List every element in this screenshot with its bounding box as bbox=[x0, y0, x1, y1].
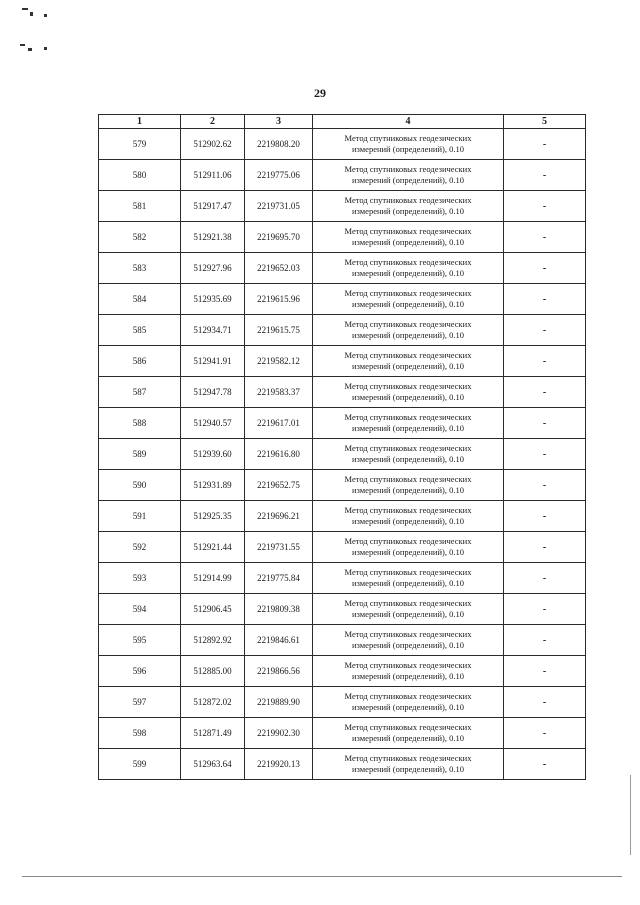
method-line: измерений (определений), 0.10 bbox=[352, 609, 464, 619]
column-header: 4 bbox=[313, 115, 504, 129]
method-line: Метод спутниковых геодезических bbox=[344, 226, 472, 236]
note-cell: - bbox=[504, 470, 586, 501]
coordinates-table bbox=[98, 114, 586, 780]
point-number-cell: 594 bbox=[99, 594, 181, 625]
method-line: Метод спутниковых геодезических bbox=[344, 722, 472, 732]
method-cell bbox=[313, 160, 504, 191]
table-row bbox=[99, 408, 586, 439]
note-cell: - bbox=[504, 687, 586, 718]
point-number-cell: 592 bbox=[99, 532, 181, 563]
table-row bbox=[99, 129, 586, 160]
method-line: измерений (определений), 0.10 bbox=[352, 237, 464, 247]
method-cell bbox=[313, 749, 504, 780]
table-row bbox=[99, 656, 586, 687]
y-coordinate-cell: 2219846.61 bbox=[245, 625, 313, 656]
note-cell: - bbox=[504, 439, 586, 470]
method-line: Метод спутниковых геодезических bbox=[344, 536, 472, 546]
table-row bbox=[99, 346, 586, 377]
method-line: измерений (определений), 0.10 bbox=[352, 733, 464, 743]
point-number-cell: 598 bbox=[99, 718, 181, 749]
method-cell bbox=[313, 687, 504, 718]
x-coordinate-cell: 512906.45 bbox=[181, 594, 245, 625]
method-line: Метод спутниковых геодезических bbox=[344, 691, 472, 701]
x-coordinate-cell: 512872.02 bbox=[181, 687, 245, 718]
x-coordinate-cell: 512947.78 bbox=[181, 377, 245, 408]
y-coordinate-cell: 2219652.75 bbox=[245, 470, 313, 501]
y-coordinate-cell: 2219583.37 bbox=[245, 377, 313, 408]
method-line: Метод спутниковых геодезических bbox=[344, 164, 472, 174]
method-cell bbox=[313, 439, 504, 470]
method-cell bbox=[313, 129, 504, 160]
method-line: измерений (определений), 0.10 bbox=[352, 764, 464, 774]
method-line: измерений (определений), 0.10 bbox=[352, 330, 464, 340]
table-row bbox=[99, 191, 586, 222]
y-coordinate-cell: 2219582.12 bbox=[245, 346, 313, 377]
column-header: 5 bbox=[504, 115, 586, 129]
method-cell bbox=[313, 470, 504, 501]
x-coordinate-cell: 512941.91 bbox=[181, 346, 245, 377]
y-coordinate-cell: 2219889.90 bbox=[245, 687, 313, 718]
table-row bbox=[99, 718, 586, 749]
method-cell bbox=[313, 191, 504, 222]
method-line: измерений (определений), 0.10 bbox=[352, 268, 464, 278]
method-line: измерений (определений), 0.10 bbox=[352, 454, 464, 464]
table-row bbox=[99, 594, 586, 625]
method-line: Метод спутниковых геодезических bbox=[344, 443, 472, 453]
method-line: Метод спутниковых геодезических bbox=[344, 381, 472, 391]
point-number-cell: 582 bbox=[99, 222, 181, 253]
x-coordinate-cell: 512914.99 bbox=[181, 563, 245, 594]
method-line: Метод спутниковых геодезических bbox=[344, 505, 472, 515]
y-coordinate-cell: 2219695.70 bbox=[245, 222, 313, 253]
method-line: измерений (определений), 0.10 bbox=[352, 702, 464, 712]
point-number-cell: 595 bbox=[99, 625, 181, 656]
point-number-cell: 587 bbox=[99, 377, 181, 408]
note-cell: - bbox=[504, 749, 586, 780]
y-coordinate-cell: 2219696.21 bbox=[245, 501, 313, 532]
column-header: 2 bbox=[181, 115, 245, 129]
method-line: измерений (определений), 0.10 bbox=[352, 640, 464, 650]
column-header: 3 bbox=[245, 115, 313, 129]
x-coordinate-cell: 512940.57 bbox=[181, 408, 245, 439]
x-coordinate-cell: 512921.44 bbox=[181, 532, 245, 563]
method-line: Метод спутниковых геодезических bbox=[344, 319, 472, 329]
point-number-cell: 586 bbox=[99, 346, 181, 377]
method-line: измерений (определений), 0.10 bbox=[352, 299, 464, 309]
y-coordinate-cell: 2219615.96 bbox=[245, 284, 313, 315]
y-coordinate-cell: 2219902.30 bbox=[245, 718, 313, 749]
note-cell: - bbox=[504, 129, 586, 160]
method-cell bbox=[313, 284, 504, 315]
method-line: Метод спутниковых геодезических bbox=[344, 660, 472, 670]
method-line: Метод спутниковых геодезических bbox=[344, 412, 472, 422]
note-cell: - bbox=[504, 501, 586, 532]
note-cell: - bbox=[504, 284, 586, 315]
method-cell bbox=[313, 253, 504, 284]
method-line: измерений (определений), 0.10 bbox=[352, 423, 464, 433]
x-coordinate-cell: 512963.64 bbox=[181, 749, 245, 780]
method-line: измерений (определений), 0.10 bbox=[352, 175, 464, 185]
method-cell bbox=[313, 346, 504, 377]
note-cell: - bbox=[504, 594, 586, 625]
method-line: измерений (определений), 0.10 bbox=[352, 578, 464, 588]
method-line: измерений (определений), 0.10 bbox=[352, 206, 464, 216]
point-number-cell: 580 bbox=[99, 160, 181, 191]
table-row bbox=[99, 625, 586, 656]
y-coordinate-cell: 2219616.80 bbox=[245, 439, 313, 470]
point-number-cell: 581 bbox=[99, 191, 181, 222]
x-coordinate-cell: 512871.49 bbox=[181, 718, 245, 749]
point-number-cell: 593 bbox=[99, 563, 181, 594]
note-cell: - bbox=[504, 625, 586, 656]
note-cell: - bbox=[504, 656, 586, 687]
method-cell bbox=[313, 656, 504, 687]
table-row bbox=[99, 315, 586, 346]
table-row bbox=[99, 253, 586, 284]
x-coordinate-cell: 512892.92 bbox=[181, 625, 245, 656]
y-coordinate-cell: 2219617.01 bbox=[245, 408, 313, 439]
x-coordinate-cell: 512931.89 bbox=[181, 470, 245, 501]
x-coordinate-cell: 512902.62 bbox=[181, 129, 245, 160]
note-cell: - bbox=[504, 718, 586, 749]
method-cell bbox=[313, 594, 504, 625]
x-coordinate-cell: 512921.38 bbox=[181, 222, 245, 253]
method-line: измерений (определений), 0.10 bbox=[352, 485, 464, 495]
method-cell bbox=[313, 625, 504, 656]
x-coordinate-cell: 512911.06 bbox=[181, 160, 245, 191]
x-coordinate-cell: 512885.00 bbox=[181, 656, 245, 687]
method-line: Метод спутниковых геодезических bbox=[344, 195, 472, 205]
note-cell: - bbox=[504, 346, 586, 377]
table-body bbox=[99, 129, 586, 780]
point-number-cell: 585 bbox=[99, 315, 181, 346]
y-coordinate-cell: 2219808.20 bbox=[245, 129, 313, 160]
point-number-cell: 579 bbox=[99, 129, 181, 160]
x-coordinate-cell: 512927.96 bbox=[181, 253, 245, 284]
method-cell bbox=[313, 501, 504, 532]
note-cell: - bbox=[504, 222, 586, 253]
table-row bbox=[99, 160, 586, 191]
x-coordinate-cell: 512939.60 bbox=[181, 439, 245, 470]
point-number-cell: 599 bbox=[99, 749, 181, 780]
method-cell bbox=[313, 315, 504, 346]
method-line: Метод спутниковых геодезических bbox=[344, 288, 472, 298]
method-line: измерений (определений), 0.10 bbox=[352, 671, 464, 681]
x-coordinate-cell: 512917.47 bbox=[181, 191, 245, 222]
method-cell bbox=[313, 377, 504, 408]
y-coordinate-cell: 2219866.56 bbox=[245, 656, 313, 687]
note-cell: - bbox=[504, 532, 586, 563]
method-line: измерений (определений), 0.10 bbox=[352, 392, 464, 402]
table-header-row bbox=[99, 115, 586, 129]
x-coordinate-cell: 512934.71 bbox=[181, 315, 245, 346]
column-header: 1 bbox=[99, 115, 181, 129]
x-coordinate-cell: 512925.35 bbox=[181, 501, 245, 532]
point-number-cell: 584 bbox=[99, 284, 181, 315]
scan-edge-line bbox=[630, 775, 631, 855]
table-row bbox=[99, 687, 586, 718]
table-row bbox=[99, 563, 586, 594]
method-line: Метод спутниковых геодезических bbox=[344, 257, 472, 267]
table-row bbox=[99, 284, 586, 315]
method-line: измерений (определений), 0.10 bbox=[352, 361, 464, 371]
point-number-cell: 589 bbox=[99, 439, 181, 470]
method-line: Метод спутниковых геодезических bbox=[344, 598, 472, 608]
page-number: 29 bbox=[314, 86, 326, 100]
y-coordinate-cell: 2219920.13 bbox=[245, 749, 313, 780]
table-row bbox=[99, 501, 586, 532]
method-cell bbox=[313, 222, 504, 253]
table-row bbox=[99, 222, 586, 253]
point-number-cell: 583 bbox=[99, 253, 181, 284]
note-cell: - bbox=[504, 563, 586, 594]
method-line: измерений (определений), 0.10 bbox=[352, 516, 464, 526]
method-line: измерений (определений), 0.10 bbox=[352, 144, 464, 154]
x-coordinate-cell: 512935.69 bbox=[181, 284, 245, 315]
y-coordinate-cell: 2219615.75 bbox=[245, 315, 313, 346]
method-line: Метод спутниковых геодезических bbox=[344, 133, 472, 143]
method-line: Метод спутниковых геодезических bbox=[344, 350, 472, 360]
point-number-cell: 588 bbox=[99, 408, 181, 439]
method-cell bbox=[313, 532, 504, 563]
y-coordinate-cell: 2219731.55 bbox=[245, 532, 313, 563]
note-cell: - bbox=[504, 160, 586, 191]
note-cell: - bbox=[504, 191, 586, 222]
table-row bbox=[99, 439, 586, 470]
y-coordinate-cell: 2219775.06 bbox=[245, 160, 313, 191]
method-line: Метод спутниковых геодезических bbox=[344, 474, 472, 484]
table-row bbox=[99, 532, 586, 563]
method-line: измерений (определений), 0.10 bbox=[352, 547, 464, 557]
table-row bbox=[99, 470, 586, 501]
scan-edge-line bbox=[22, 876, 622, 877]
point-number-cell: 597 bbox=[99, 687, 181, 718]
method-line: Метод спутниковых геодезических bbox=[344, 567, 472, 577]
note-cell: - bbox=[504, 315, 586, 346]
y-coordinate-cell: 2219775.84 bbox=[245, 563, 313, 594]
note-cell: - bbox=[504, 408, 586, 439]
y-coordinate-cell: 2219731.05 bbox=[245, 191, 313, 222]
method-line: Метод спутниковых геодезических bbox=[344, 629, 472, 639]
note-cell: - bbox=[504, 377, 586, 408]
y-coordinate-cell: 2219652.03 bbox=[245, 253, 313, 284]
table-row bbox=[99, 377, 586, 408]
method-cell bbox=[313, 718, 504, 749]
point-number-cell: 590 bbox=[99, 470, 181, 501]
point-number-cell: 596 bbox=[99, 656, 181, 687]
note-cell: - bbox=[504, 253, 586, 284]
table-row bbox=[99, 749, 586, 780]
method-cell bbox=[313, 408, 504, 439]
method-cell bbox=[313, 563, 504, 594]
point-number-cell: 591 bbox=[99, 501, 181, 532]
method-line: Метод спутниковых геодезических bbox=[344, 753, 472, 763]
y-coordinate-cell: 2219809.38 bbox=[245, 594, 313, 625]
